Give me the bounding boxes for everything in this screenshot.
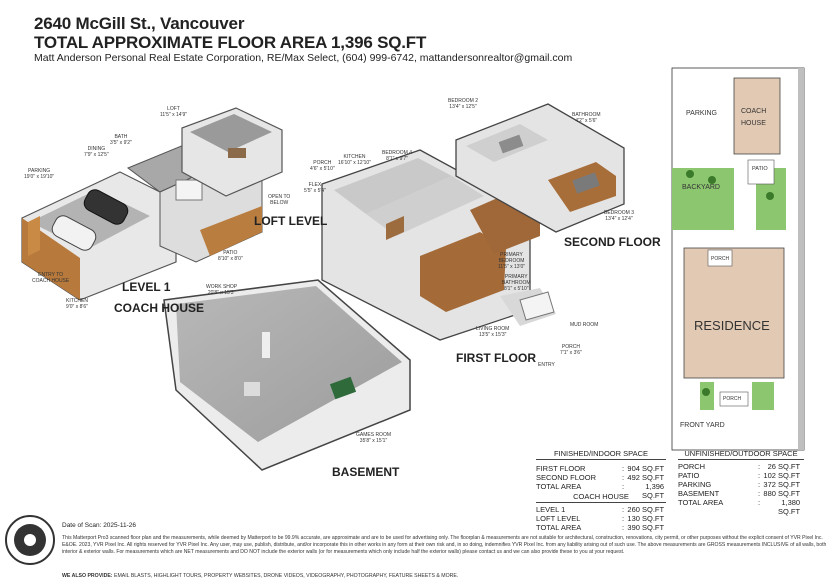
room-label-primary-bath: PRIMARY BATHROOM 8'1" x 5'10" (502, 274, 531, 292)
site-label-porch: PORCH (711, 256, 730, 262)
room-label-flex: FLEX 5'5" x 5'4" (304, 182, 326, 194)
room-label-bedroom2: BEDROOM 2 13'4" x 12'5" (448, 98, 479, 110)
site-label-front-yard: FRONT YARD (680, 422, 725, 429)
room-label-primary-bedroom: PRIMARY BEDROOM 11'5" x 13'0" (498, 252, 526, 270)
scan-date: Date of Scan: 2025-11-26 (62, 522, 136, 529)
disclaimer: This Matterport Pro3 scanned floor plan and the measurements, while deemed by Matterport to be 99.9% accurate, are approximate and are to be used for advertising only. The floorplan & measurements are not suitable for architectural, construction, renovations, city permit, or other purposes without the explicit consent of YVR Pixel Inc. E&OE. 2023, YVR Pixel Inc. All rights reserved for YVR Pixel Inc. Any user, may use, publish, distribute, and/or incorporate this in other works in any form at their own risk and, in so doing, indemnifies YVR Pixel Inc. from any liability arising out of such use. The above measurements are GROSS measurements INCLUSIVE of all walls, both interior & exterior walls. For measurements which are NET measurements and DO NOT include the exterior walls (or for measurements which only include half the exterior walls) please contact us and we can also provide these to you at your request. (62, 535, 827, 555)
room-label-mud-room: MUD ROOM (570, 322, 599, 328)
level-label-level1: LEVEL 1 (122, 280, 171, 294)
room-label-dining: DINING 7'9" x 12'5" (84, 146, 109, 158)
unfinished-space-table (678, 449, 804, 516)
table-row: TOTAL AREA : 390 SQ.FT (536, 523, 665, 532)
unfinished-space-title: UNFINISHED/OUTDOOR SPACE (678, 450, 804, 460)
site-label-backyard: BACKYARD (682, 184, 720, 191)
room-label-games-room: GAMES ROOM 35'8" x 15'1" (356, 432, 392, 444)
table-row: PARKING : 372 SQ.FT (678, 480, 801, 489)
room-label-kitchen-coach: KITCHEN 9'0" x 8'6" (66, 298, 88, 310)
site-label-parking: PARKING (686, 110, 717, 117)
finished-space-table (536, 450, 666, 532)
site-label-porch2: PORCH (723, 396, 742, 402)
level-label-loft: LOFT LEVEL (254, 214, 328, 228)
level-label-second-floor: SECOND FLOOR (564, 235, 661, 249)
room-label-living-room: LIVING ROOM 13'5" x 15'3" (476, 326, 510, 338)
room-label-porch-top: PORCH 4'6" x 5'10" (310, 160, 335, 172)
room-label-entry-coach: ENTRY TO COACH HOUSE (32, 272, 70, 284)
site-label-patio: PATIO (752, 166, 768, 172)
table-row: TOTAL AREA : 1,380 SQ.FT (678, 498, 801, 516)
table-row: BASEMENT : 880 SQ.FT (678, 489, 801, 498)
room-label-porch-front: PORCH 7'1" x 3'6" (560, 344, 582, 356)
coach-house-title: COACH HOUSE (536, 493, 666, 503)
table-row: LOFT LEVEL : 130 SQ.FT (536, 514, 665, 523)
agent-contact: Matt Anderson Personal Real Estate Corporation, RE/Max Select, (604) 999-6742, mattandersonrealtor@gmail.com (34, 52, 573, 64)
room-label-kitchen-main: KITCHEN 16'10" x 12'10" (338, 154, 371, 166)
room-label-bedroom3: BEDROOM 3 13'4" x 12'4" (604, 210, 635, 222)
finished-space-title: FINISHED/INDOOR SPACE (536, 450, 666, 460)
level-label-coach-house: COACH HOUSE (114, 301, 205, 315)
total-area-title: TOTAL APPROXIMATE FLOOR AREA 1,396 SQ.FT (34, 33, 427, 52)
room-label-entry: ENTRY (538, 362, 555, 368)
level-label-basement: BASEMENT (332, 465, 400, 479)
room-label-workshop: WORK SHOP 20'8" x 15'3" (206, 284, 238, 296)
room-label-patio: PATIO 8'10" x 8'0" (218, 250, 243, 262)
table-row: LEVEL 1 : 260 SQ.FT (536, 505, 665, 514)
room-label-bathroom: BATHROOM 4'2" x 5'6" (572, 112, 601, 124)
room-label-parking: PARKING 19'0" x 19'10" (24, 168, 55, 180)
services-line: WE ALSO PROVIDE: EMAIL BLASTS, HIGHLIGHT TOURS, PROPERTY WEBSITES, DRONE VIDEOS, VIDEOGRAPHY, PHOTOGRAPHY, FEATURE SHEETS & MORE. (62, 573, 459, 579)
table-row: PORCH : 26 SQ.FT (678, 462, 801, 471)
room-label-bath: BATH 3'5" x 9'2" (110, 134, 132, 146)
table-row: FIRST FLOOR : 904 SQ.FT (536, 464, 665, 473)
site-label-house: HOUSE (741, 120, 766, 127)
table-row: PATIO : 102 SQ.FT (678, 471, 801, 480)
site-label-coach: COACH (741, 108, 767, 115)
site-plan (672, 68, 804, 450)
room-label-loft: LOFT 11'5" x 14'9" (160, 106, 188, 118)
table-row: SECOND FLOOR : 492 SQ.FT (536, 473, 665, 482)
room-label-open-below: OPEN TO BELOW (268, 194, 291, 206)
room-label-bedroom4: BEDROOM 4 8'1" x 9'7" (382, 150, 413, 162)
site-label-residence: RESIDENCE (694, 318, 770, 333)
address-title: 2640 McGill St., Vancouver (34, 14, 245, 33)
yvr-pixel-logo (6, 516, 54, 564)
level-label-first-floor: FIRST FLOOR (456, 351, 536, 365)
table-row: TOTAL AREA : 1,396 SQ.FT (536, 482, 665, 500)
